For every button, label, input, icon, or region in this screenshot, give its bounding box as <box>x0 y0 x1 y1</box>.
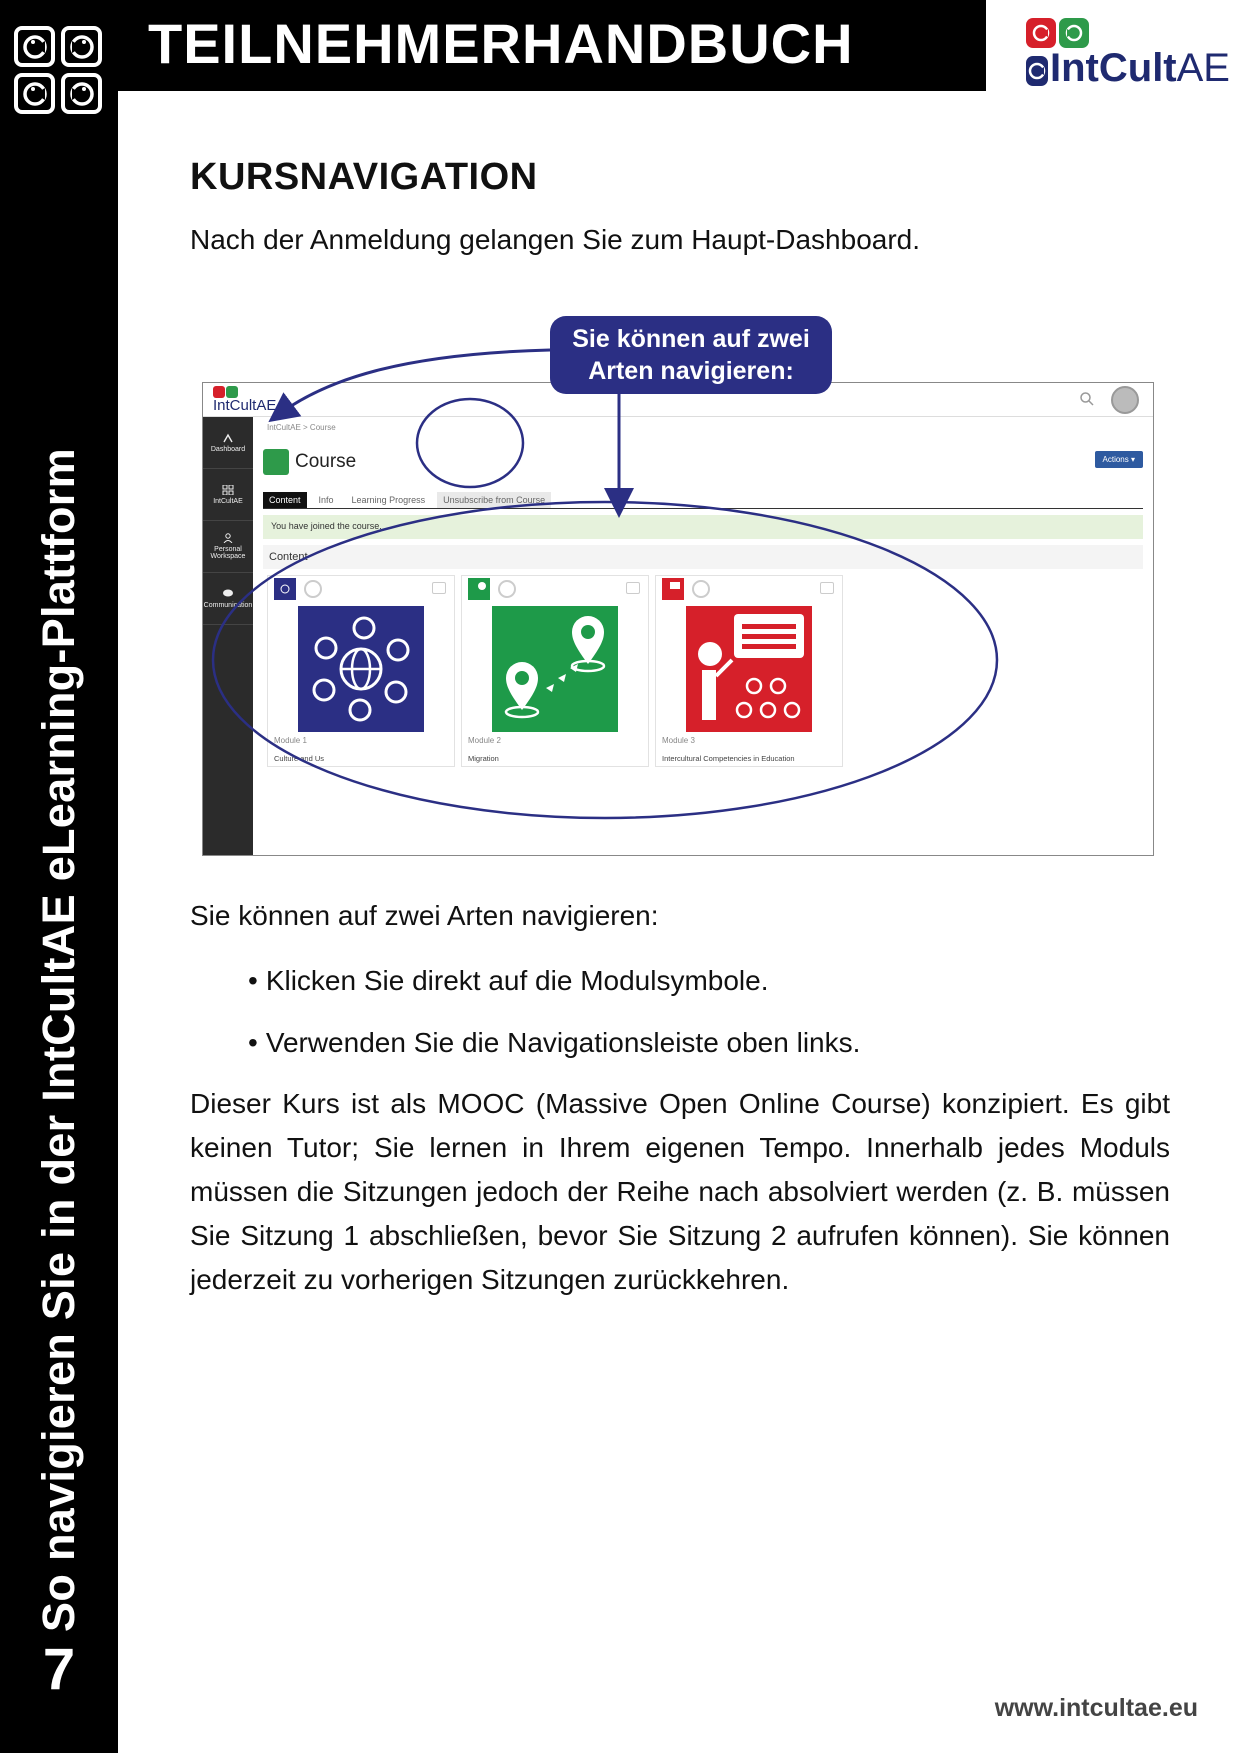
brand-wordmark: IntCultAE <box>1050 46 1230 90</box>
header-band <box>118 0 986 91</box>
module-description: Intercultural Competencies in Education <box>662 754 795 763</box>
breadcrumb[interactable]: IntCultAE > Course <box>267 423 336 432</box>
module-description: Culture and Us <box>274 754 325 763</box>
footer-url[interactable]: www.intcultae.eu <box>994 1694 1198 1722</box>
mooc-paragraph: Dieser Kurs ist als MOOC (Massive Open Online Course) konzipiert. Es gibt keinen Tutor; Sie lernen in Ihrem eigenen Tempo. Innerhalb jedes Moduls müssen die Sitzungen jedoch der Reihe nach absolviert werden (z. B. müssen Sie Sitzung 1 abschließen, bevor Sie Sitzung 2 aufrufen können). Sie können jederzeit zu vorherigen Sitzungen zurückkehren. <box>190 1088 1170 1295</box>
module-description: Migration <box>468 754 499 763</box>
section-heading: KURSNAVIGATION <box>190 156 538 198</box>
tab-unsubscribe[interactable]: Unsubscribe from Course <box>437 492 551 508</box>
left-sidebar <box>0 0 118 1753</box>
screenshot-figure <box>160 310 1160 870</box>
tab-learning-progress[interactable]: Learning Progress <box>351 495 426 505</box>
nav-item-intcultae[interactable]: IntCultAE <box>203 469 253 521</box>
face-left-icon <box>14 73 55 114</box>
module-label: Module 1 <box>274 736 307 745</box>
logo-tiles <box>14 26 102 114</box>
brand-logo <box>1026 18 1230 90</box>
nav-item-dashboard[interactable]: Dashboard <box>203 417 253 469</box>
content-label: Content <box>263 545 1143 569</box>
header-title: TEILNEHMERHANDBUCH <box>148 12 854 75</box>
mini-brand-logo: IntCultAE <box>213 386 276 413</box>
brand-red-face-icon <box>1026 18 1056 48</box>
callout-arrow-left <box>278 350 550 415</box>
bullet-item: • Verwenden Sie die Navigationsleiste oben links. <box>248 1024 860 1062</box>
tab-content[interactable]: Content <box>263 492 307 508</box>
course-title: Course <box>295 451 357 472</box>
navigation-intro: Sie können auf zwei Arten navigieren: <box>190 900 659 931</box>
nav-item-communication[interactable]: Communication <box>203 573 253 625</box>
course-highlight-circle <box>417 399 523 487</box>
nav-item-personal-workspace[interactable]: Personal Workspace <box>203 521 253 573</box>
modules-highlight-ellipse <box>213 502 997 818</box>
page-number: 7 <box>42 1637 76 1702</box>
navigation-bullets <box>248 962 860 1086</box>
face-left-icon <box>14 26 55 67</box>
joined-message: You have joined the course. <box>263 515 1143 539</box>
module-label: Module 2 <box>468 736 501 745</box>
face-right-icon <box>61 26 102 67</box>
sidebar-title: So navigieren Sie in der IntCultAE eLearning-Plattform <box>33 448 84 1632</box>
brand-icons <box>1026 18 1206 48</box>
tab-info[interactable]: Info <box>318 495 334 505</box>
annotation-overlay <box>160 310 1160 870</box>
actions-button[interactable]: Actions ▾ <box>1095 451 1143 468</box>
bullet-item: • Klicken Sie direkt auf die Modulsymbole. <box>248 962 860 1000</box>
navigation-callout: Sie können auf zwei Arten navigieren: <box>550 316 832 394</box>
intro-text: Nach der Anmeldung gelangen Sie zum Haupt-Dashboard. <box>190 224 921 255</box>
module-label: Module 3 <box>662 736 695 745</box>
brand-green-face-icon <box>1059 18 1089 48</box>
face-right-icon <box>61 73 102 114</box>
brand-navy-face-icon <box>1026 56 1048 86</box>
